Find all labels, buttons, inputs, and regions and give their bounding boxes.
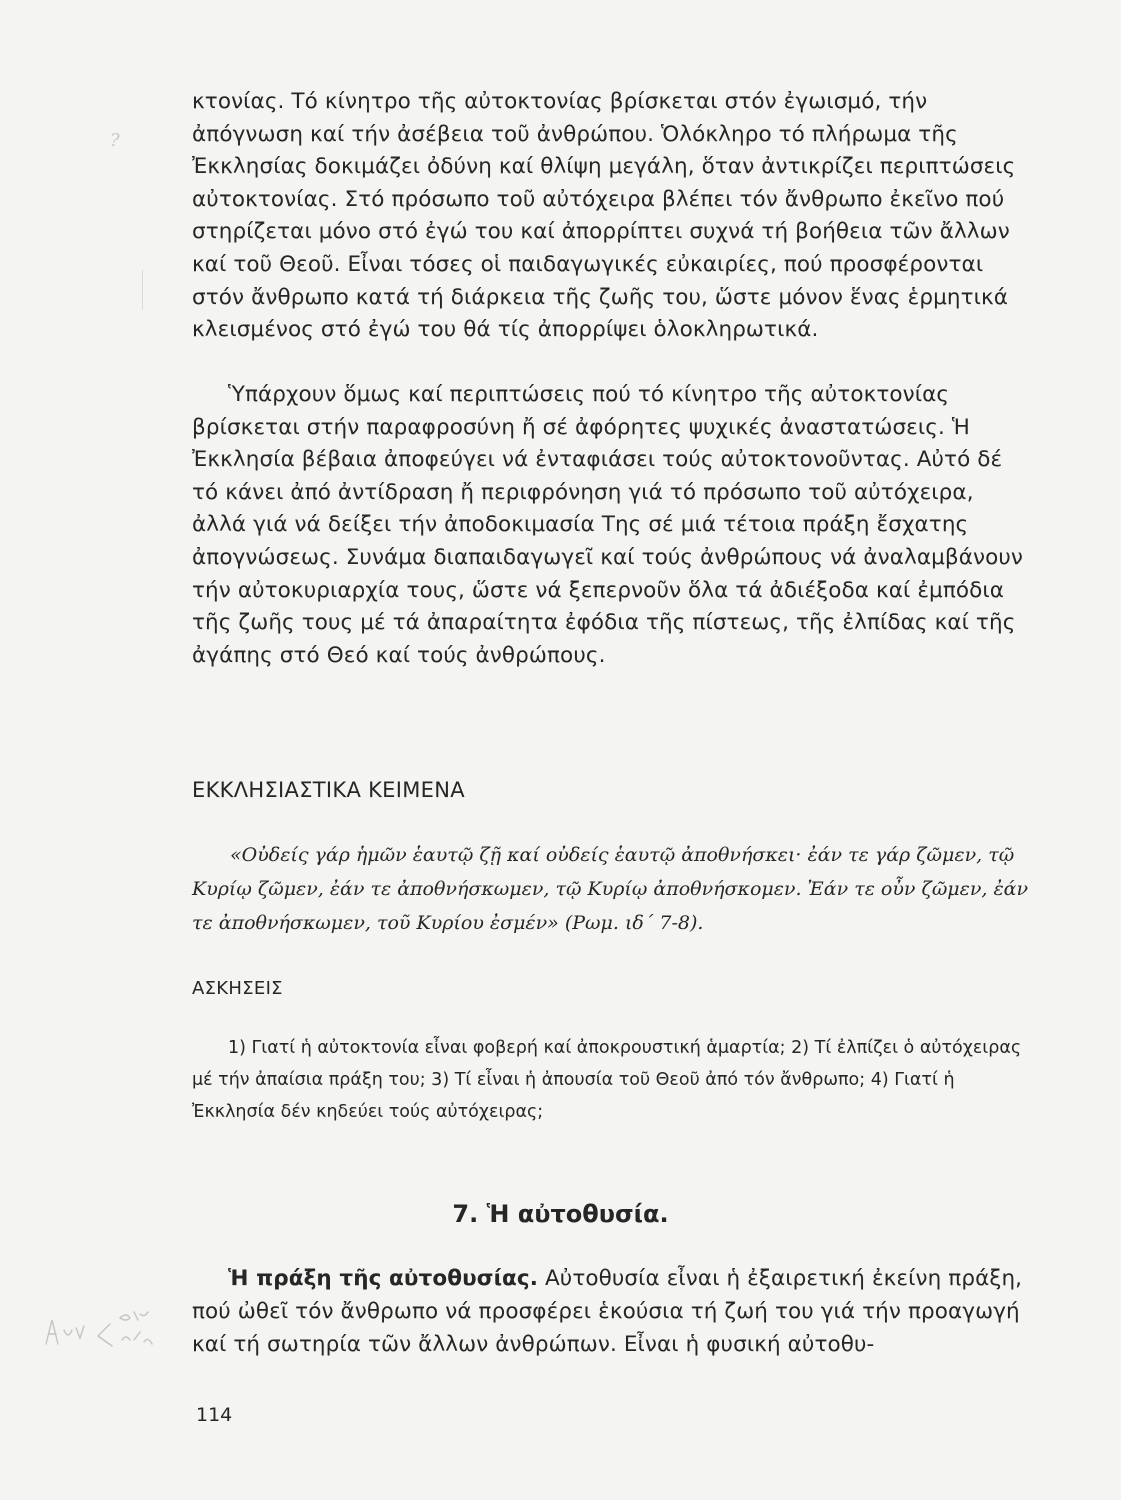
paragraph-lead: Ἡ πράξη τῆς αὐτοθυσίας. [228,1266,539,1291]
paragraph-text: κτονίας. Τό κίνητρο τῆς αὐτοκτονίας βρίσκεται στόν ἐγωισμό, τήν ἀπόγνωση καί τήν ἀσέβεια τοῦ ἀνθρώπου. Ὁλόκληρο τό πλήρωμα τῆς Ἐκκλησίας δοκιμάζει ὀδύνη καί θλίψη μεγάλη, ὅταν ἀντικρίζει περιπτώσεις αὐτοκτονίας. Στό πρόσωπο τοῦ αὐτόχειρα βλέπει τόν ἄνθρωπο ἐκεῖνο πού στηρίζεται μόνο στό ἐγώ του καί ἀπορρίπτει συχνά τή βοήθεια τῶν ἄλλων καί τοῦ Θεοῦ. Εἶναι τόσες οἱ παιδαγωγικές εὐκαιρίες, πού προσφέρονται στόν ἄνθρωπο κατά τή διάρκεια τῆς ζωῆς του, ὥστε μόνον ἕνας ἑρμητικά κλεισμένος στό ἐγώ του θά τίς ἀπορρίψει ὁλοκληρωτικά. [192,89,1016,343]
body-paragraph-2 [192,379,1030,672]
paragraph-text [192,1262,1034,1361]
chapter-title: 7. Ἡ αὐτοθυσία. [452,1200,669,1228]
paragraph-body: Αὐτοθυσία εἶναι ἡ ἐξαιρετική ἐκείνη πράξη, πού ὠθεῖ τόν ἄνθρωπο νά προσφέρει ἑκούσια τή ζωή του γιά τήν προαγωγή καί τή σωτηρία τῶν ἄλλων ἀνθρώπων. Εἶναι ἡ φυσική αὐτοθυ- [192,1266,1023,1357]
page-number: 114 [196,1404,233,1426]
handwritten-margin-note-icon [40,1300,180,1360]
paragraph-text: Ὑπάρχουν ὅμως καί περιπτώσεις πού τό κίνητρο τῆς αὐτοκτονίας βρίσκεται στήν παραφροσύνη ἤ σέ ἀφόρητες ψυχικές ἀναστατώσεις. Ἡ Ἐκκλησία βέβαια ἀποφεύγει νά ἐνταφιάσει τούς αὐτοκτονοῦντας. Αὐτό δέ τό κάνει ἀπό ἀντίδραση ἤ περιφρόνηση γιά τό πρόσωπο τοῦ αὐτόχειρα, ἀλλά γιά νά δείξει τήν ἀποδοκιμασία Της σέ μιά τέτοια πράξη ἔσχατης ἀπογνώσεως. Συνάμα διαπαιδαγωγεῖ καί τούς ἀνθρώπους νά ἀναλαμβάνουν τήν αὐτοκυριαρχία τους, ὥστε νά ξεπερνοῦν ὅλα τά ἀδιέξοδα καί ἐμπόδια τῆς ζωῆς τους μέ τά ἀπαραίτητα ἐφόδια τῆς πίστεως, τῆς ἐλπίδας καί τῆς ἀγάπης στό Θεό καί τούς ἀνθρώπους. [192,382,1024,668]
scripture-quote [192,838,1032,940]
margin-pencil-line [142,270,143,310]
body-paragraph-3 [192,1262,1034,1361]
section-heading: ΕΚΚΛΗΣΙΑΣΤΙΚΑ ΚΕΙΜΕΝΑ [192,778,465,802]
quote-text: «Οὐδείς γάρ ἡμῶν ἑαυτῷ ζῇ καί οὐδείς ἑαυτῷ ἀποθνήσκει· ἐάν τε γάρ ζῶμεν, τῷ Κυρίῳ ζῶμεν, ἐάν τε ἀποθνήσκωμεν, τῷ Κυρίῳ ἀποθνήσκομεν. Ἐάν τε οὖν ζῶμεν, ἐάν τε ἀποθνήσκωμεν, τοῦ Κυρίου ἐσμέν» (Ρωμ. ιδ΄ 7-8). [192,844,1029,934]
exercises-heading: ΑΣΚΗΣΕΙΣ [192,978,283,999]
margin-pencil-mark: ? [110,130,120,151]
body-paragraph-1 [192,86,1030,347]
exercises-block [192,1032,1032,1128]
exercises-text: 1) Γιατί ἡ αὐτοκτονία εἶναι φοβερή καί ἀποκρουστική ἁμαρτία; 2) Τί ἐλπίζει ὁ αὐτόχειρας μέ τήν ἀπαίσια πράξη του; 3) Τί εἶναι ἡ ἀπουσία τοῦ Θεοῦ ἀπό τόν ἄνθρωπο; 4) Γιατί ἡ Ἐκκλησία δέν κηδεύει τούς αὐτόχειρας; [192,1038,1022,1122]
